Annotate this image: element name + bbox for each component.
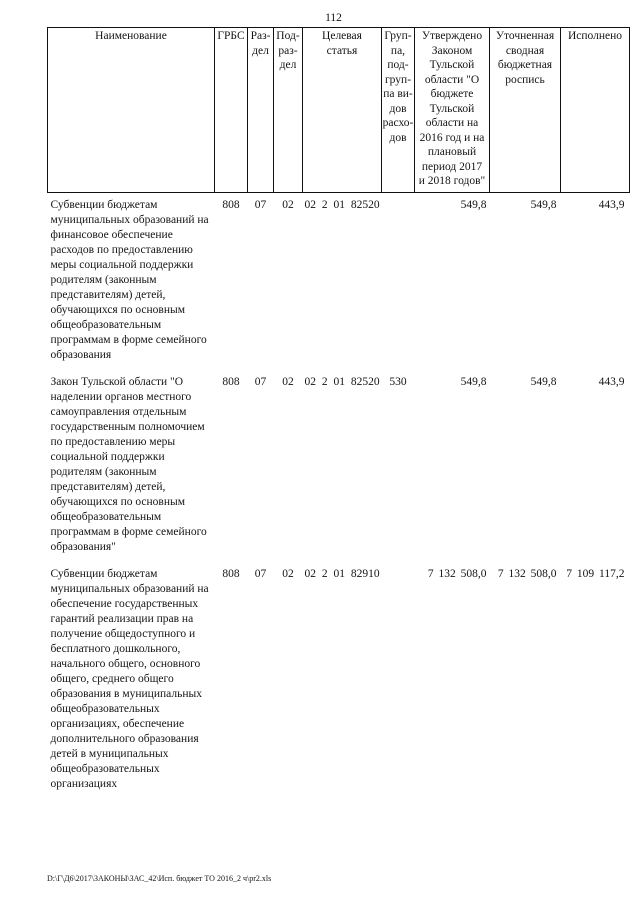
cell-podrazdel: 02 (282, 568, 294, 580)
cell-grbs: 808 (222, 376, 240, 388)
table-row (48, 370, 630, 562)
table-body (48, 193, 630, 800)
table-row (48, 562, 630, 799)
page-number: 112 (325, 12, 342, 24)
cell-expense-group: 530 (389, 376, 407, 388)
header-podrazdel: Под- раз- дел (274, 28, 303, 193)
cell-razdel: 07 (254, 568, 267, 580)
cell-approved: 549,8 (460, 376, 487, 388)
header-approved: Утверждено Законом Тульской области "О бюджете Тульской области на 2016 год и на плановый период 2017 и 2018 годов" (415, 28, 490, 193)
cell-name: Субвенции бюджетам муниципальных образований на финансовое обеспечение расходов по предоставлению меры социальной поддержки родителям (законным представителям) детей, обучающихся по основным общеобразовательным программам в форме семейного образования (50, 199, 209, 361)
table-header-row (48, 28, 630, 193)
cell-razdel: 07 (254, 376, 267, 388)
cell-refined: 7 132 508,0 (497, 568, 557, 580)
header-expense-group: Груп- па, под- груп- па ви- дов расхо- дов (382, 28, 415, 193)
cell-grbs: 808 (222, 199, 240, 211)
cell-executed: 7 109 117,2 (566, 568, 625, 580)
cell-name: Субвенции бюджетам муниципальных образований на обеспечение государственных гарантий реализации прав на получение общедоступного и бесплатного дошкольного, начального общего, основного общего, среднего общего образования в муниципальных общеобразовательных организациях, обеспечение дополнительного образования детей в муниципальных общеобразовательных организациях (50, 568, 209, 790)
cell-expense-group (382, 562, 415, 799)
cell-executed: 443,9 (598, 376, 625, 388)
cell-razdel: 07 (254, 199, 267, 211)
cell-approved: 549,8 (460, 199, 487, 211)
header-executed: Исполнено (561, 28, 630, 193)
table-row (48, 193, 630, 371)
header-name: Наименование (48, 28, 215, 193)
cell-target-article: 02 2 01 82520 (304, 199, 380, 211)
file-path-footer: D:\Г\Д6\2017\ЗАКОНЫ\ЗАС_42\Исп. бюджет ТО 2016_2 ч\pr2.xls (47, 874, 272, 883)
cell-podrazdel: 02 (282, 376, 294, 388)
budget-table (47, 27, 630, 799)
cell-approved: 7 132 508,0 (427, 568, 487, 580)
header-razdel: Раз- дел (248, 28, 274, 193)
cell-executed: 443,9 (598, 199, 625, 211)
header-target-article: Целевая статья (303, 28, 382, 193)
cell-target-article: 02 2 01 82520 (304, 376, 380, 388)
cell-expense-group (382, 193, 415, 371)
cell-refined: 549,8 (530, 376, 557, 388)
table-header (48, 28, 630, 193)
cell-target-article: 02 2 01 82910 (304, 568, 380, 580)
cell-podrazdel: 02 (282, 199, 294, 211)
cell-grbs: 808 (222, 568, 240, 580)
cell-refined: 549,8 (530, 199, 557, 211)
cell-name: Закон Тульской области "О наделении органов местного самоуправления отдельным государственным полномочием по предоставлению меры социальной поддержки родителям (законным представителям) детей, обучающихся по основным общеобразовательным программам в форме семейного образования" (50, 376, 207, 553)
header-grbs: ГРБС (215, 28, 248, 193)
header-refined: Уточненная сводная бюджетная роспись (490, 28, 561, 193)
